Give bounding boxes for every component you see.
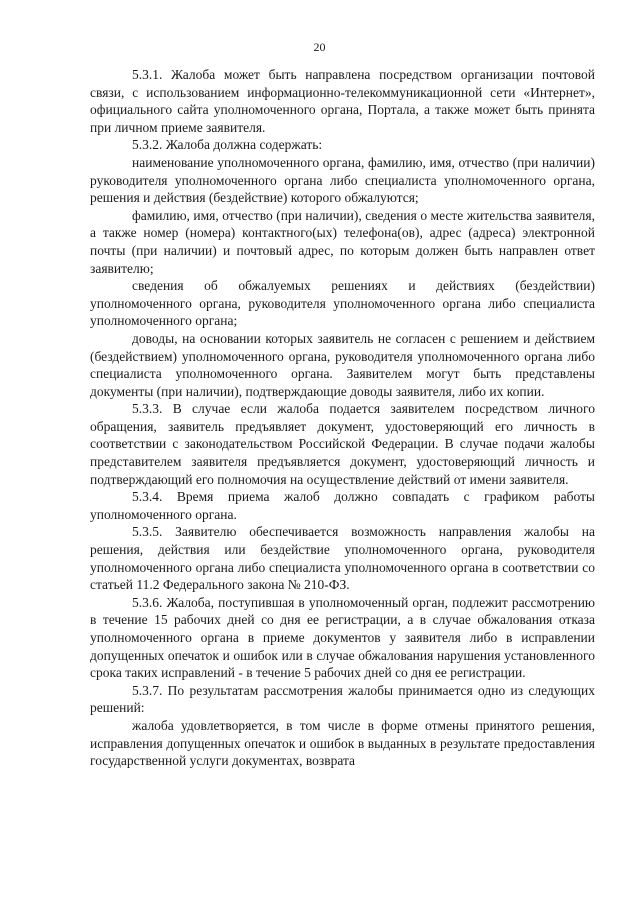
document-body: [90, 66, 595, 770]
paragraph-5-3-3: 5.3.3. В случае если жалоба подается заявителем посредством личного обращения, заявитель предъявляет документ, удостоверяющий его личность в соответствии с законодательством Российской Федерации. В случае подачи жалобы представителем заявителя предъявляется документ, удостоверяющий личность и подтверждающий его полномочия на осуществление действий от имени заявителя.: [90, 401, 595, 487]
paragraph-5-3-6: 5.3.6. Жалоба, поступившая в уполномоченный орган, подлежит рассмотрению в течение 15 рабочих дней со дня ее регистрации, а в случае обжалования отказа уполномоченного органа в приеме документов у заявителя либо в исправлении допущенных опечаток и ошибок или в случае обжалования нарушения установленного срока таких исправлений - в течение 5 рабочих дней со дня ее регистрации.: [90, 594, 595, 681]
paragraph-5-3-5: 5.3.5. Заявителю обеспечивается возможность направления жалобы на решения, действия или бездействие уполномоченного органа, руководителя уполномоченного органа либо специалиста уполномоченного органа в соответствии со статьей 11.2 Федерального закона № 210-ФЗ.: [90, 524, 595, 593]
paragraph-item-appealed-decisions: сведения об обжалуемых решениях и действиях (бездействии) уполномоченного органа, руководителя уполномоченного органа либо специалиста уполномоченного органа;: [90, 278, 595, 329]
paragraph-5-3-7: 5.3.7. По результатам рассмотрения жалобы принимается одно из следующих решений:: [90, 682, 595, 716]
paragraph-item-authority-name: наименование уполномоченного органа, фамилию, имя, отчество (при наличии) руководителя уполномоченного органа либо специалиста уполномоченного органа, решения и действия (бездействие) которого обжалуются;: [90, 154, 595, 206]
paragraph-item-complaint-satisfied: жалоба удовлетворяется, в том числе в форме отмены принятого решения, исправления допущенных опечаток и ошибок в выданных в результате предоставления государственной услуги документах, возврата: [90, 717, 595, 769]
paragraph-5-3-4: 5.3.4. Время приема жалоб должно совпадать с графиком работы уполномоченного органа.: [90, 489, 595, 522]
paragraph-item-arguments: доводы, на основании которых заявитель не согласен с решением и действием (бездействием) уполномоченного органа, руководителя уполномоченного органа либо специалиста уполномоченного органа. Заявителем могут быть представлены документы (при наличии), подтверждающие доводы заявителя, либо их копии.: [90, 330, 595, 399]
paragraph-item-applicant-details: фамилию, имя, отчество (при наличии), сведения о месте жительства заявителя, а также номер (номера) контактного(ых) телефона(ов), адрес (адреса) электронной почты (при наличии) и почтовый адрес, по которым должен быть направлен ответ заявителю;: [90, 207, 595, 276]
paragraph-5-3-2: 5.3.2. Жалоба должна содержать:: [132, 137, 323, 153]
paragraph-5-3-1: 5.3.1. Жалоба может быть направлена посредством организации почтовой связи, с использованием информационно-телекоммуникационной сети «Интернет», официального сайта уполномоченного органа, Портала, а также может быть принята при личном приеме заявителя.: [90, 67, 595, 135]
page-number: 20: [313, 40, 326, 54]
